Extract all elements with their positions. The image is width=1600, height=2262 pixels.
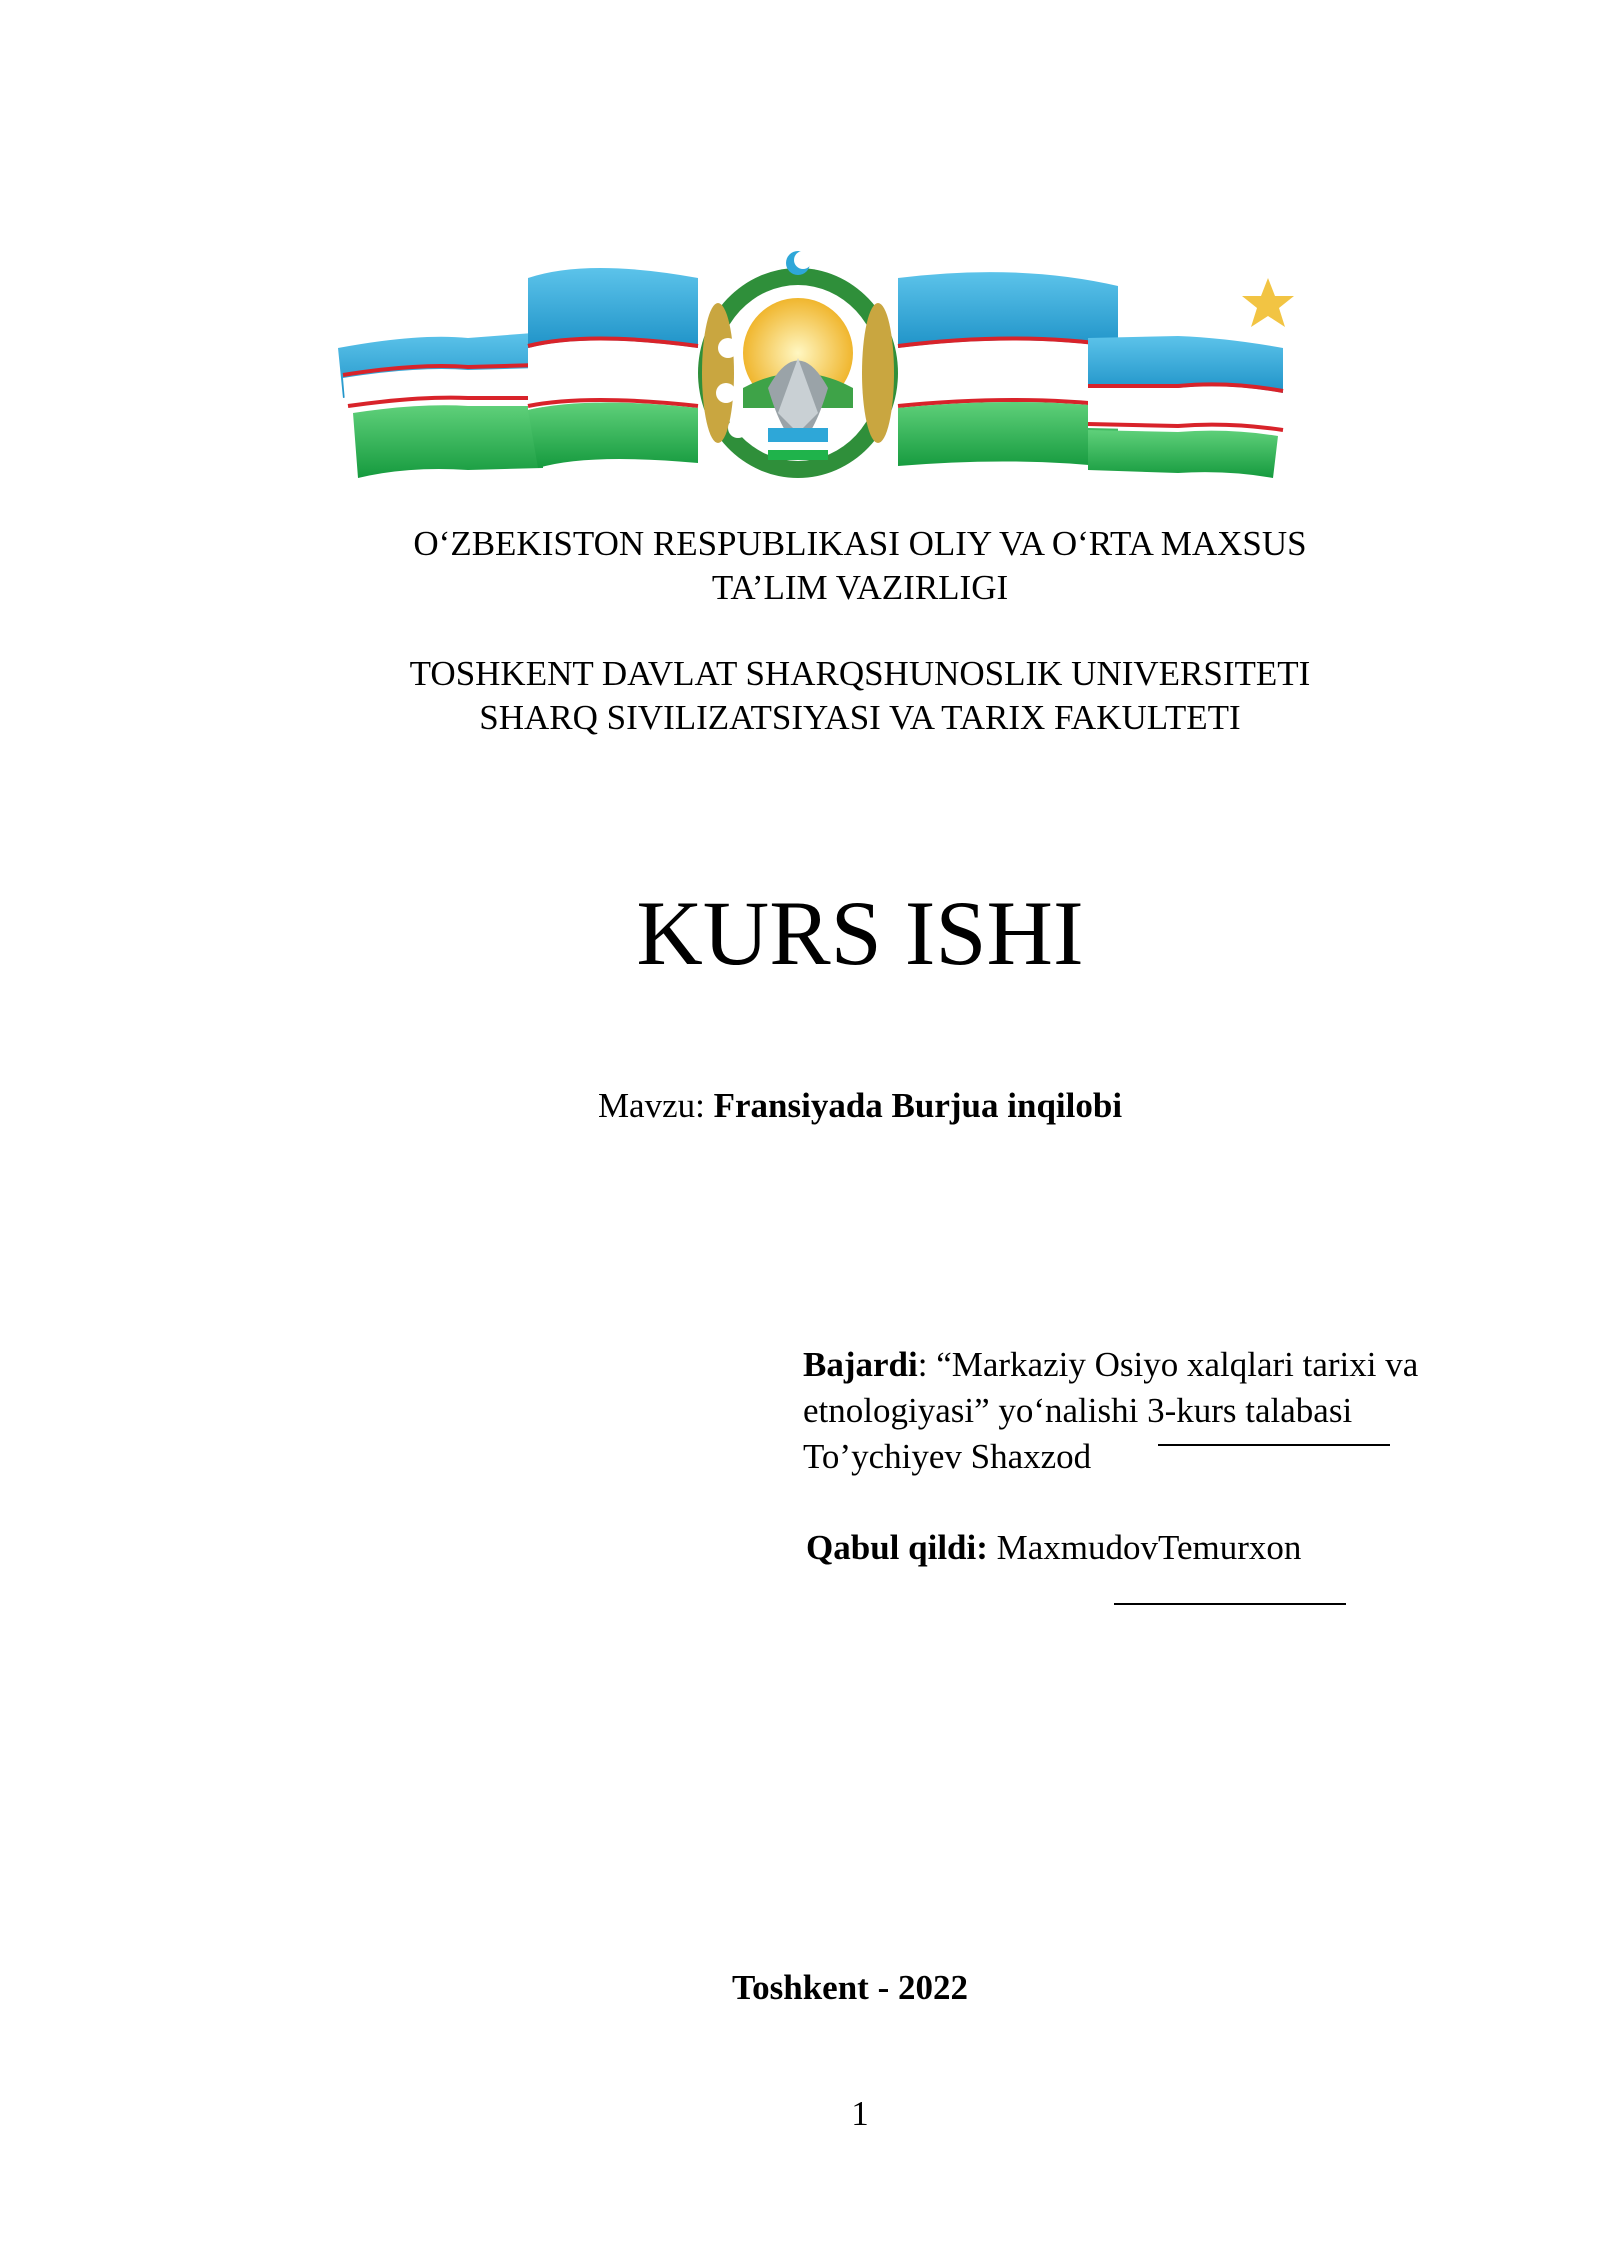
ministry-line-1: O‘ZBEKISTON RESPUBLIKASI OLIY VA O‘RTA MAXSUS xyxy=(413,524,1307,563)
city-year: Toshkent - 2022 xyxy=(732,1968,968,2007)
ministry-line-2: TA’LIM VAZIRLIGI xyxy=(711,568,1009,607)
topic-label: Mavzu: xyxy=(597,1086,705,1125)
star-icon xyxy=(1242,278,1294,327)
university-heading xyxy=(0,652,1600,740)
accepted-block xyxy=(806,1525,1526,1571)
performer-line-2: etnologiyasi” yo‘nalishi 3-kurs talabasi xyxy=(803,1391,1353,1430)
university-line-2: SHARQ SIVILIZATSIYASI VA TARIX FAKULTETI xyxy=(479,698,1241,737)
accepted-name: MaxmudovTemurxon xyxy=(996,1528,1302,1567)
state-emblem-banner xyxy=(298,238,1328,478)
accepted-signature-line xyxy=(1114,1603,1346,1605)
performer-block xyxy=(803,1342,1523,1480)
ministry-heading xyxy=(0,522,1600,610)
flag-ribbon-left xyxy=(338,268,698,478)
accepted-label: Qabul qildi: xyxy=(806,1528,988,1567)
uzbekistan-state-emblem-icon xyxy=(698,251,898,478)
page-number: 1 xyxy=(851,2094,869,2133)
topic-value: Fransiyada Burjua inqilobi xyxy=(713,1086,1123,1125)
flag-ribbon-right xyxy=(898,272,1283,478)
performer-name: To’ychiyev Shaxzod xyxy=(803,1437,1092,1476)
topic-line xyxy=(0,1084,1600,1128)
document-title: KURS ISHI xyxy=(636,882,1084,984)
university-line-1: TOSHKENT DAVLAT SHARQSHUNOSLIK UNIVERSITETI xyxy=(409,654,1311,693)
performer-signature-line xyxy=(1158,1444,1390,1446)
performer-label: Bajardi xyxy=(803,1345,918,1384)
performer-line-1: : “Markaziy Osiyo xalqlari tarixi va xyxy=(917,1345,1419,1384)
